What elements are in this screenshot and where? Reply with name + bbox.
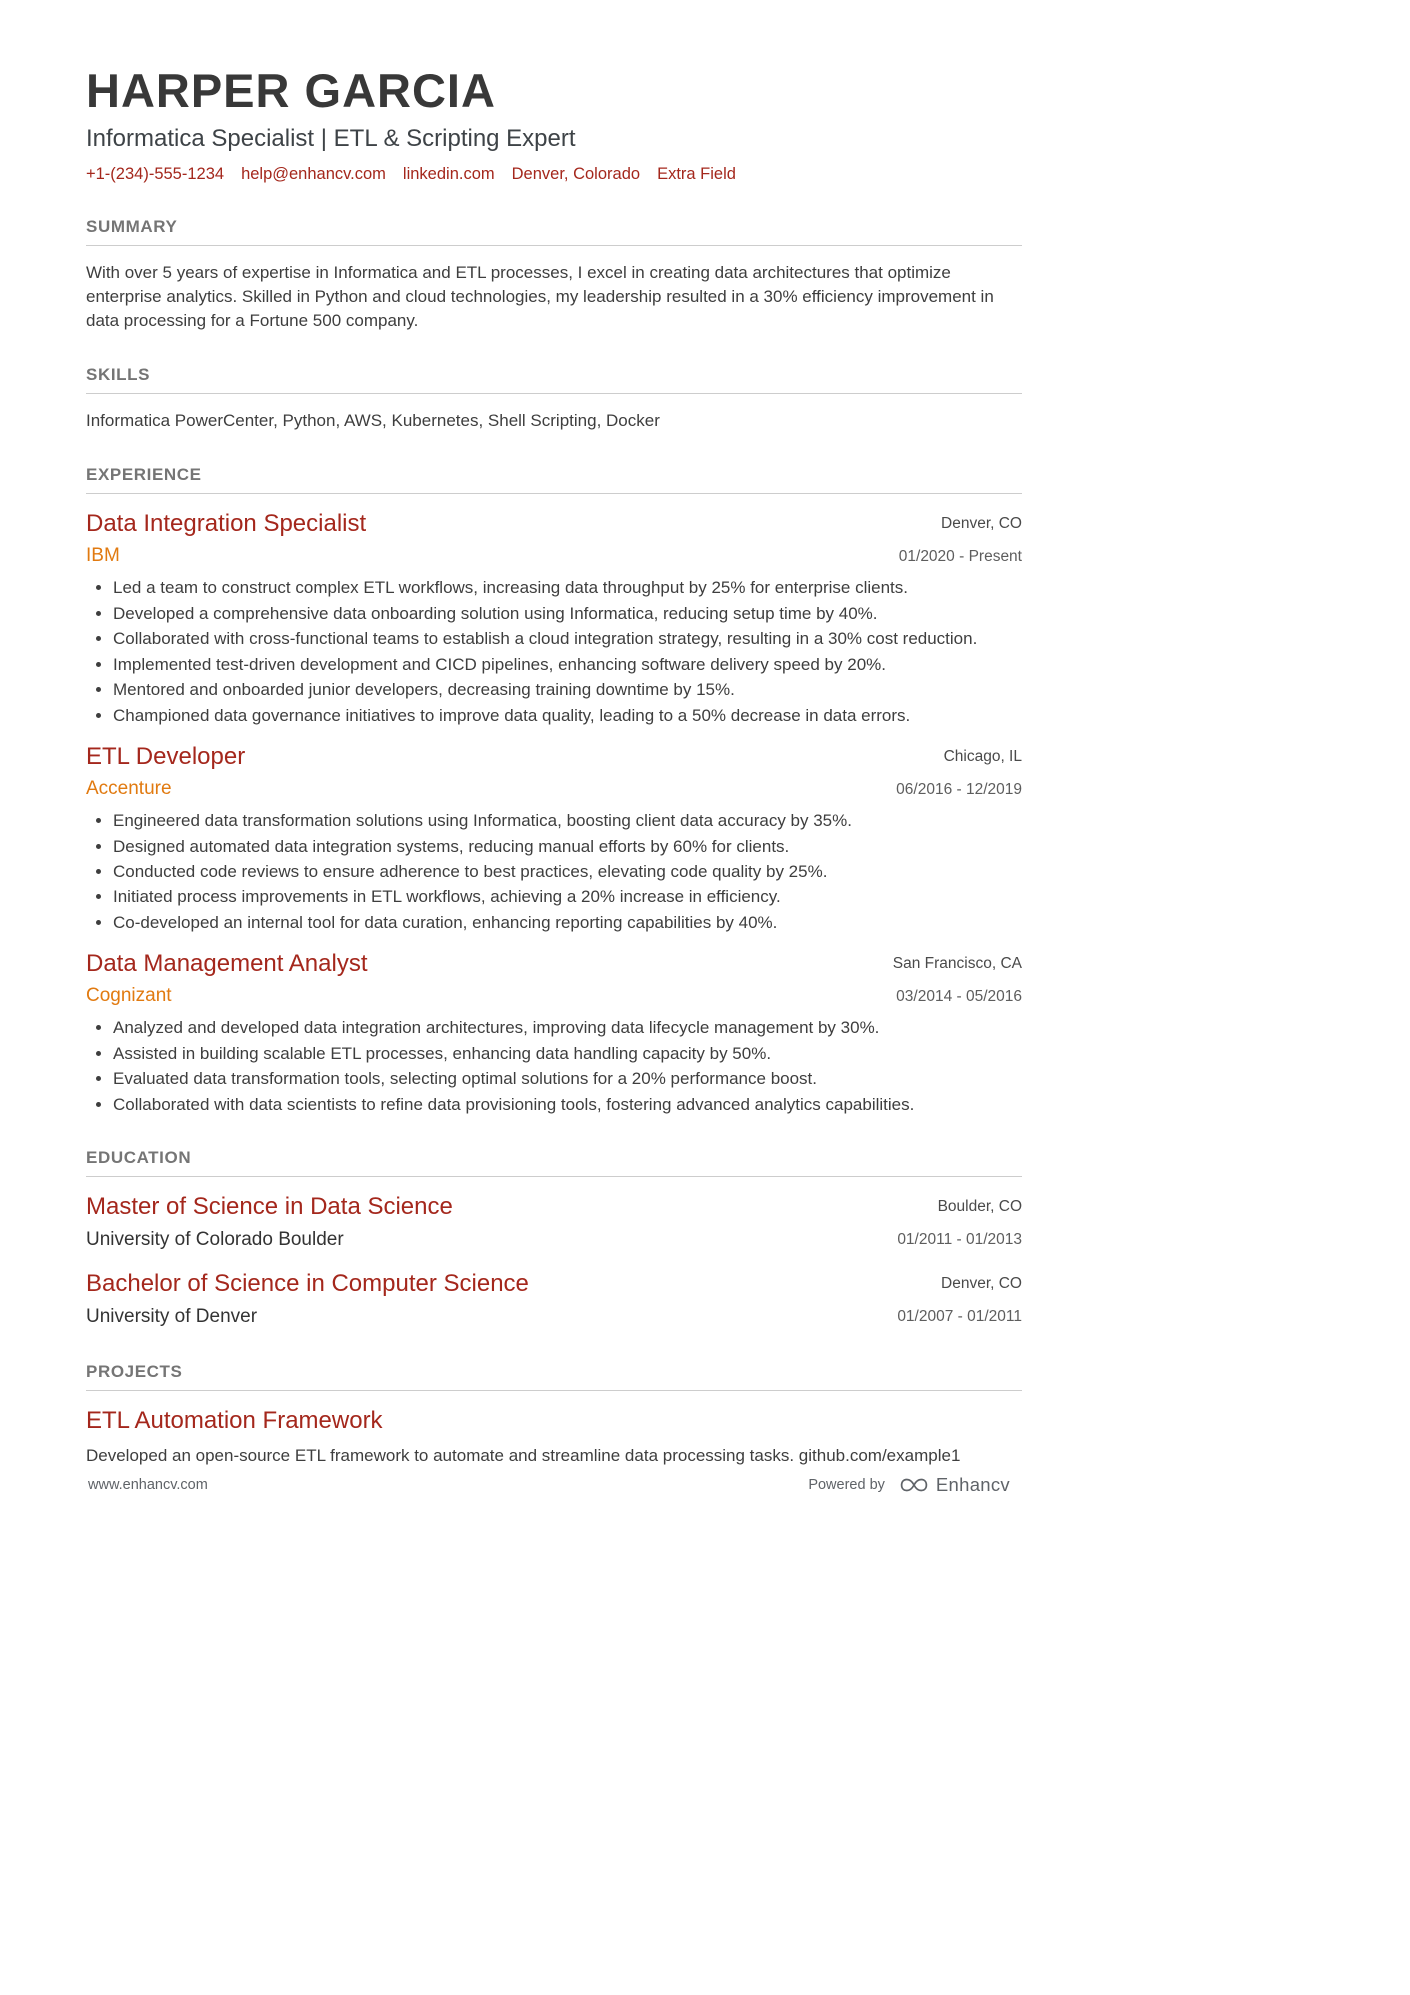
degree-title: Bachelor of Science in Computer Science: [86, 1270, 529, 1298]
enhancv-logo-icon: [899, 1475, 929, 1495]
job-bullet: • Implemented test-driven development and CICD pipelines, enhancing software delivery speed by 20%.: [113, 654, 1022, 676]
job-title: Data Integration Specialist: [86, 510, 367, 538]
enhancv-logo[interactable]: [899, 1474, 1010, 1496]
education-entry-meta: [897, 1192, 1022, 1252]
phone-number: +1-(234)-555-1234: [86, 164, 225, 183]
job-bullet: • Evaluated data transformation tools, selecting optimal solutions for a 20% performance boost.: [113, 1068, 1022, 1090]
experience-heading: EXPERIENCE: [86, 465, 1022, 494]
job-bullet-list: [86, 810, 1022, 934]
skills-text: Informatica PowerCenter, Python, AWS, Kubernetes, Shell Scripting, Docker: [86, 411, 660, 431]
job-bullet-list: [86, 1017, 1022, 1116]
experience-entry-left: [86, 742, 245, 802]
education-entry-meta: [897, 1269, 1022, 1329]
education-entry: [86, 1269, 1022, 1330]
company-name: Accenture: [86, 778, 172, 800]
job-dates: 06/2016 - 12/2019: [896, 781, 1022, 799]
job-bullet: • Mentored and onboarded junior developers, decreasing training downtime by 15%.: [113, 679, 1022, 701]
school-name: University of Denver: [86, 1306, 258, 1328]
education-entry-head: [86, 1269, 1022, 1330]
education-entry: [86, 1192, 1022, 1253]
enhancv-site-link[interactable]: www.enhancv.com: [88, 1477, 208, 1493]
job-location: Denver, CO: [941, 515, 1022, 533]
email-link[interactable]: help@enhancv.com: [241, 164, 386, 183]
experience-entry-meta: [893, 949, 1022, 1009]
job-dates: 03/2014 - 05/2016: [896, 988, 1022, 1006]
page-footer: [88, 1474, 1010, 1496]
person-name: HARPER GARCIA: [86, 64, 496, 117]
job-bullet: • Championed data governance initiatives to improve data quality, leading to a 50% decrease in data errors.: [113, 705, 1022, 727]
section-summary: [86, 217, 1022, 333]
powered-by: [808, 1474, 1010, 1496]
education-heading: EDUCATION: [86, 1148, 1022, 1177]
education-location: Boulder, CO: [937, 1198, 1022, 1216]
education-entry-left: [86, 1192, 453, 1253]
job-dates: 01/2020 - Present: [898, 548, 1022, 566]
experience-entry-left: [86, 509, 366, 569]
project-title: ETL Automation Framework: [86, 1407, 383, 1435]
degree-title: Master of Science in Data Science: [86, 1193, 453, 1221]
job-title: ETL Developer: [86, 743, 246, 771]
job-bullet: • Engineered data transformation solutions using Informatica, boosting client data accuracy by 35%.: [113, 810, 1022, 832]
job-bullet: • Collaborated with cross-functional teams to establish a cloud integration strategy, resulting in a 30% cost reduction.: [113, 628, 1022, 650]
job-bullet: • Analyzed and developed data integration architectures, improving data lifecycle management by 30%.: [113, 1017, 1022, 1039]
linkedin-link[interactable]: linkedin.com: [402, 164, 495, 183]
summary-heading: SUMMARY: [86, 217, 1022, 246]
experience-entry-left: [86, 949, 368, 1009]
experience-entry-meta: [899, 509, 1022, 569]
job-bullet-list: [86, 577, 1022, 727]
job-location: San Francisco, CA: [892, 955, 1022, 973]
job-bullet: • Conducted code reviews to ensure adherence to best practices, elevating code quality by 25%.: [113, 861, 1022, 883]
resume-header: [86, 66, 1022, 185]
experience-entry-head: [86, 509, 1022, 569]
projects-heading: PROJECTS: [86, 1362, 1022, 1391]
section-skills: [86, 365, 1022, 433]
experience-entry-head: [86, 949, 1022, 1009]
job-bullet: • Designed automated data integration systems, reducing manual efforts by 60% for clients.: [113, 836, 1022, 858]
powered-by-label: Powered by: [808, 1477, 885, 1493]
job-location: Chicago, IL: [943, 748, 1022, 766]
company-name: IBM: [86, 545, 120, 567]
project-entry: [86, 1406, 1022, 1468]
job-bullet: • Initiated process improvements in ETL workflows, achieving a 20% increase in efficiency.: [113, 886, 1022, 908]
experience-entry-meta: [896, 742, 1022, 802]
job-bullet: • Collaborated with data scientists to refine data provisioning tools, fostering advanced analytics capabilities.: [113, 1094, 1022, 1116]
school-name: University of Colorado Boulder: [86, 1229, 344, 1251]
contact-location: Denver, Colorado: [511, 164, 641, 183]
education-entry-head: [86, 1192, 1022, 1253]
contact-extra-field: Extra Field: [657, 164, 736, 183]
job-bullet: • Led a team to construct complex ETL workflows, increasing data throughput by 25% for enterprise clients.: [113, 577, 1022, 599]
project-description: Developed an open-source ETL framework to automate and streamline data processing tasks. github.com/example1: [86, 1446, 961, 1466]
education-dates: 01/2011 - 01/2013: [897, 1231, 1022, 1249]
section-projects: [86, 1362, 1022, 1468]
education-location: Denver, CO: [941, 1275, 1022, 1293]
job-bullet: • Assisted in building scalable ETL processes, enhancing data handling capacity by 50%.: [113, 1043, 1022, 1065]
resume-content: [86, 66, 1022, 1468]
section-experience: [86, 465, 1022, 1116]
company-name: Cognizant: [86, 985, 172, 1007]
education-entry-left: [86, 1269, 529, 1330]
skills-heading: SKILLS: [86, 365, 1022, 394]
enhancv-logo-text: Enhancv: [935, 1474, 1010, 1495]
summary-text: With over 5 years of expertise in Informatica and ETL processes, I excel in creating data architectures that optimize enterprise analytics. Skilled in Python and cloud technologies, my leadership resulted in a 30% efficiency improvement in data processing for a Fortune 500 company.: [86, 262, 994, 331]
contact-row: [86, 164, 1022, 185]
person-job-title: Informatica Specialist | ETL & Scripting Expert: [86, 124, 576, 152]
section-education: [86, 1148, 1022, 1330]
experience-entry: [86, 742, 1022, 934]
experience-entry: [86, 949, 1022, 1116]
education-dates: 01/2007 - 01/2011: [897, 1308, 1022, 1326]
experience-entry-head: [86, 742, 1022, 802]
job-bullet: • Co-developed an internal tool for data curation, enhancing reporting capabilities by 40%.: [113, 912, 1022, 934]
job-title: Data Management Analyst: [86, 950, 368, 978]
experience-entry: [86, 509, 1022, 727]
job-bullet: • Developed a comprehensive data onboarding solution using Informatica, reducing setup time by 40%.: [113, 603, 1022, 625]
